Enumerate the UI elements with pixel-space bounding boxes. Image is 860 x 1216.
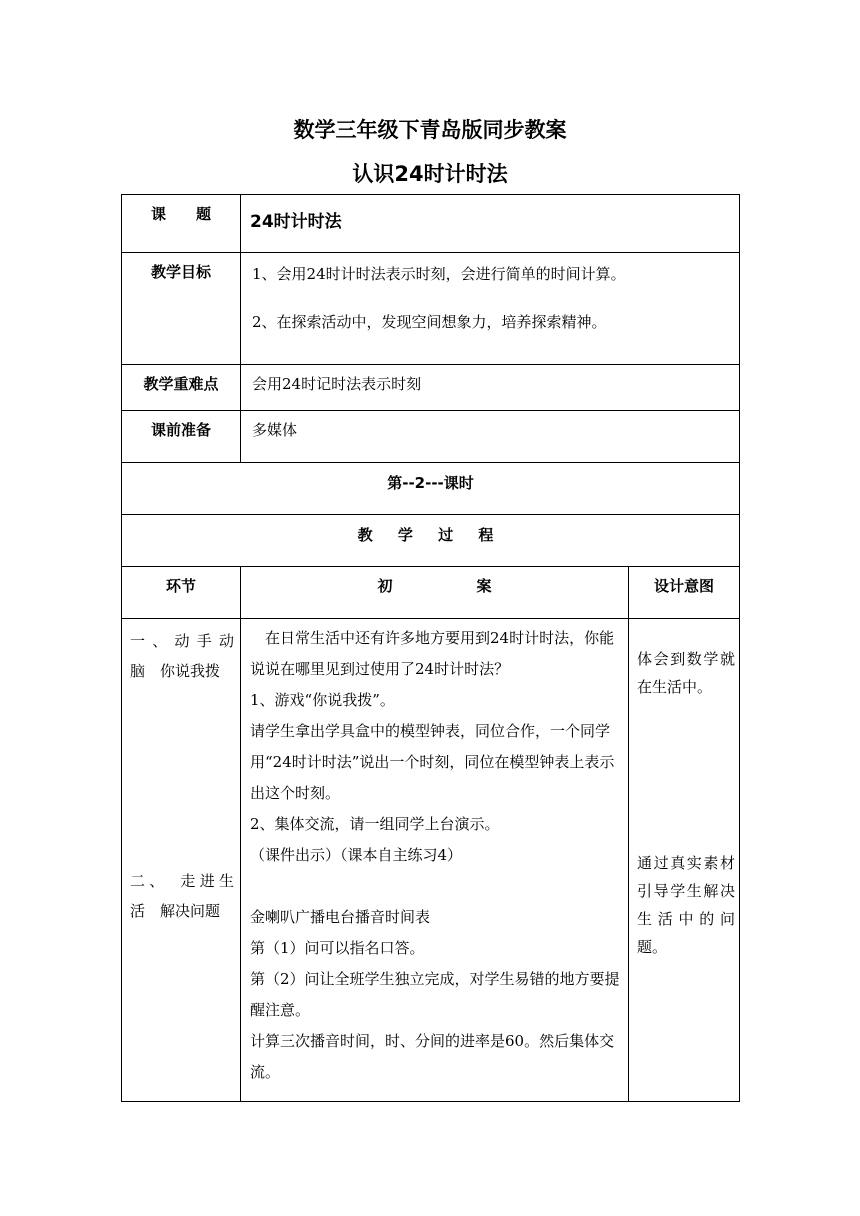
process-heading: 教 学 过 程 [122,515,740,567]
lesson-plan-table [121,194,740,1102]
intent-cell [629,619,740,1102]
stage-text: 脑 你说我拨 [130,662,221,680]
process-row [122,515,740,567]
topic-label: 课 题 [122,195,241,253]
stage-cell [122,619,241,1102]
goal-item: 2、在探索活动中，发现空间想象力，培养探索精神。 [252,313,607,331]
stage-text: 一、动手动 [130,632,234,650]
plan-paragraph: 计算三次播音时间，时、分间的进率是60。然后集体交流。 [250,1032,615,1081]
key-value: 会用24时记时法表示时刻 [241,365,740,411]
plan-paragraph: 在日常生活中还有许多地方要用到24时计时法，你能说说在哪里见到过使用了24时计时法？ [250,629,615,678]
goals-label: 教学目标 [122,253,241,365]
lesson-number: 第--2---课时 [122,463,740,515]
plan-paragraph: 金喇叭广播电台播音时间表 [250,908,431,926]
stage-text: 活 解决问题 [130,902,221,920]
goals-cell [241,253,740,365]
key-label: 教学重难点 [122,365,241,411]
topic-value: 24时计时法 [241,195,740,253]
key-row [122,365,740,411]
prep-row [122,411,740,463]
plan-paragraph: 请学生拿出学具盒中的模型钟表，同位合作，一个同学用“24时计时法”说出一个时刻，同位在模型钟表上表示出这个时刻。 [250,722,615,802]
plan-paragraph: 2、集体交流，请一组同学上台演示。 [250,815,500,833]
stage-header: 环节 [122,567,241,619]
plan-paragraph: 第（1）问可以指名口答。 [250,939,425,957]
plan-paragraph: 第（2）问让全班学生独立完成，对学生易错的地方要提醒注意。 [250,970,620,1019]
plan-header-a: 初 [377,577,393,595]
plan-header [241,567,629,619]
intent-header: 设计意图 [629,567,740,619]
column-header-row [122,567,740,619]
prep-label: 课前准备 [122,411,241,463]
plan-cell [241,619,629,1102]
topic-row [122,195,740,253]
prep-value: 多媒体 [241,411,740,463]
intent-text: 体会到数学就在生活中。 [637,650,736,696]
document-subtitle: 认识24时计时法 [352,162,508,186]
plan-header-b: 案 [476,577,492,595]
goal-item: 1、会用24时计时法表示时刻，会进行简单的时间计算。 [252,265,626,283]
goals-row [122,253,740,365]
content-row [122,619,740,1102]
stage-text: 二、 走进生 [130,872,234,890]
plan-paragraph: （课件出示）（课本自主练习4） [250,846,463,864]
plan-paragraph: 1、游戏“你说我拨”。 [250,691,395,709]
intent-text: 通过真实素材引导学生解决生活中的问题。 [637,854,736,956]
lesson-row [122,463,740,515]
document-title: 数学三年级下青岛版同步教案 [293,118,567,142]
